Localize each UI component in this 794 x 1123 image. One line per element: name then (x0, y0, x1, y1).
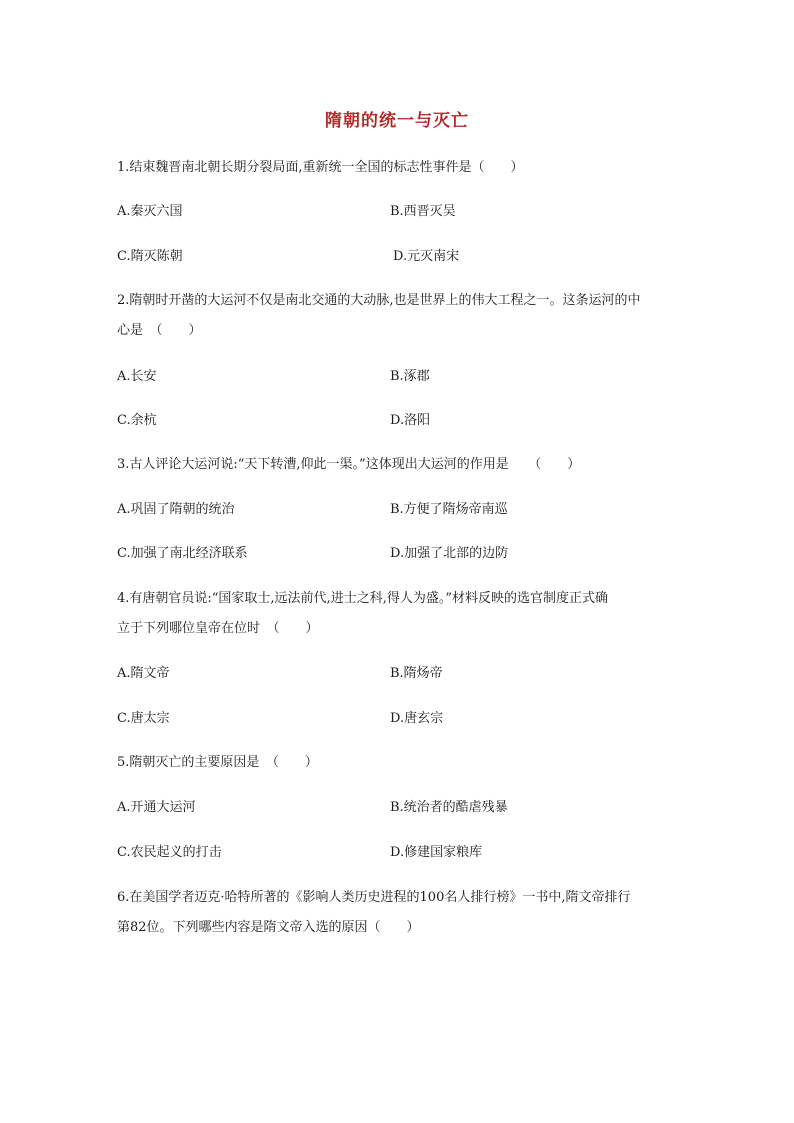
question-1-option-c: C.隋灭陈朝 (117, 249, 183, 264)
question-5-option-c: C.农民起义的打击 (117, 845, 222, 860)
question-4-text-line-2: 立于下列哪位皇帝在位时 （ ） (117, 621, 319, 636)
question-1-option-a: A.秦灭六国 (117, 204, 183, 219)
question-3-text: 3.古人评论大运河说:“天下转漕,仰此一渠。”这体现出大运河的作用是 （ ） (117, 457, 581, 472)
question-6-text-line-1: 6.在美国学者迈克·哈特所著的《影响人类历史进程的100名人排行榜》一书中,隋文帝排行 (117, 890, 631, 905)
question-5-option-b: B.统治者的酷虐残暴 (390, 800, 508, 815)
question-4-option-c: C.唐太宗 (117, 711, 170, 726)
question-1-option-b: B.西晋灭吴 (390, 204, 456, 219)
question-4-text-line-1: 4.有唐朝官员说:“国家取士,远法前代,进士之科,得人为盛。”材料反映的选官制度正式确 (117, 591, 608, 606)
question-2-option-c: C.余杭 (117, 413, 157, 428)
question-2-text-line-1: 2.隋朝时开凿的大运河不仅是南北交通的大动脉,也是世界上的伟大工程之一。这条运河的中 (117, 293, 641, 308)
question-5-text: 5.隋朝灭亡的主要原因是 （ ） (117, 755, 318, 770)
question-5-option-d: D.修建国家粮库 (390, 845, 483, 860)
question-2-option-a: A.长安 (117, 369, 157, 384)
question-3-option-d: D.加强了北部的边防 (390, 546, 509, 561)
question-2-text-line-2: 心是 （ ） (117, 323, 202, 338)
question-4-option-b: B.隋炀帝 (390, 666, 443, 681)
question-2-option-b: B.涿郡 (390, 369, 430, 384)
question-1-text: 1.结束魏晋南北朝长期分裂局面,重新统一全国的标志性事件是（ ） (117, 160, 524, 175)
question-6-text-line-2: 第82位。下列哪些内容是隋文帝入选的原因（ ） (117, 920, 420, 935)
question-3-option-c: C.加强了南北经济联系 (117, 546, 248, 561)
page-title: 隋朝的统一与灭亡 (325, 111, 469, 131)
question-1-option-d: D.元灭南宋 (393, 249, 460, 264)
question-4-option-a: A.隋文帝 (117, 666, 170, 681)
question-3-option-b: B.方便了隋炀帝南巡 (390, 502, 508, 517)
question-2-option-d: D.洛阳 (390, 413, 431, 428)
question-3-option-a: A.巩固了隋朝的统治 (117, 502, 235, 517)
question-4-option-d: D.唐玄宗 (390, 711, 444, 726)
question-5-option-a: A.开通大运河 (117, 800, 196, 815)
